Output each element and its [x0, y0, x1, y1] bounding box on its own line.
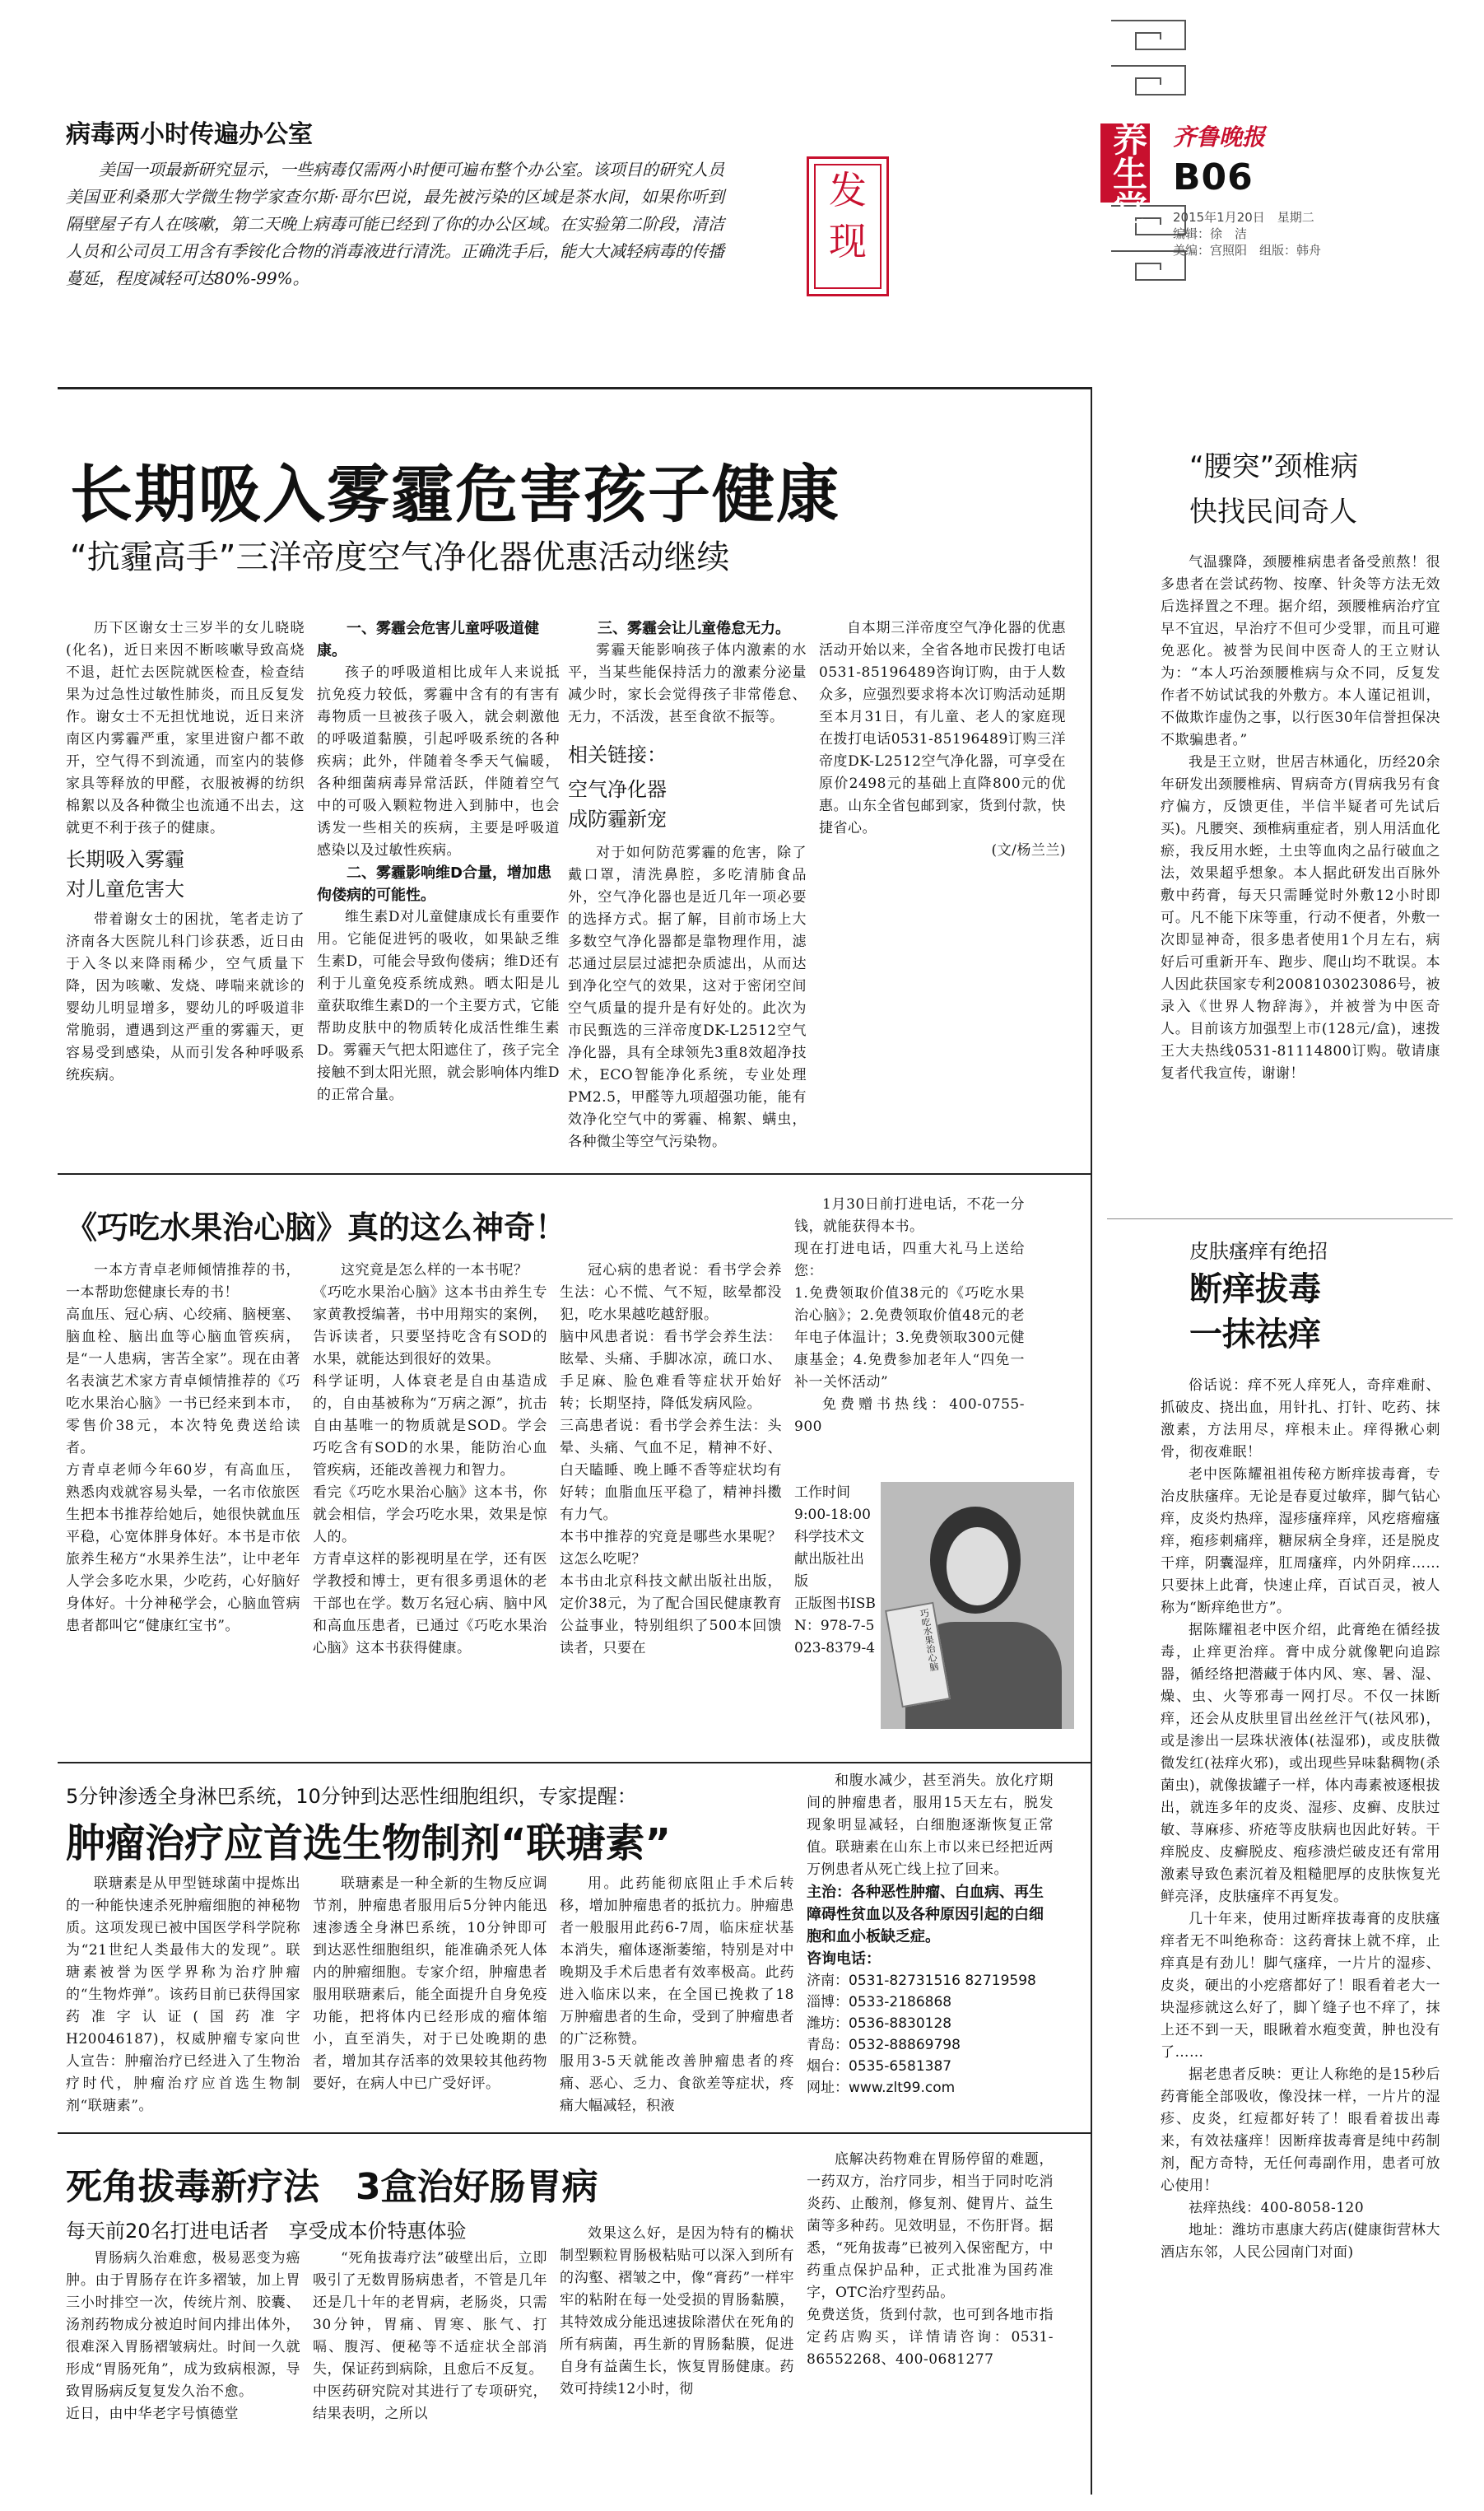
discover-body: 美国一项最新研究显示，一些病毒仅需两小时便可遍布整个办公室。该项目的研究人员美国亚利桑那大学微生物学家查尔斯·哥尔巴说，最先被污染的区域是茶水间，如果你听到隔壁屋子有人在咳嗽，第二天晚上病毒可能已经到了你的办公区域。在实验第二阶段，清洁人员和公司员工用含有季铵化合物的消毒液进行清洗。正确洗手后，能大大减轻病毒的传播蔓延，程度减轻可达80%-99%。	[66, 160, 724, 288]
gastro-paragraph: 胃肠病久治难愈，极易恶变为癌肿。由于胃肠存在许多褶皱，加上胃三小时排空一次，传统片剂、胶囊、汤剂药物成分被迫时间内排出体外，很难深入胃肠褶皱病灶。时间一久就形成“胃肠死角”，成为致病根源，导致胃肠病反复复发久治不愈。 近日，由中华老字号慎德堂	[66, 2250, 300, 2422]
itch-paragraph: 几十年来，使用过断痒拔毒膏的皮肤瘙痒者无不叫绝称奇：这药膏抹上就不痒，止痒真是有劲儿！脚气瘙痒，一片片的湿疹、皮炎，硬出的小疙瘩都好了！眼看着老大一块湿疹就这么好了，脚丫缝子也不痒了，抹上还不到一天，眼瞅着水疱变黄，肿也没有了……	[1161, 1911, 1440, 2061]
smog-paragraph: 带着谢女士的困扰，笔者走访了济南各大医院儿科门诊获悉，近日由于入冬以来降雨稀少，空气质量下降，因为咳嗽、发烧、哮喘来就诊的婴幼儿明显增多，婴幼儿的呼吸道非常脆弱，遭遇到这严重的雾霾天，更容易受到感染，从而引发各种呼吸系统疾病。	[66, 911, 305, 1083]
tumor-column-3	[560, 1873, 794, 2116]
tumor-column-1	[66, 1873, 300, 2116]
editor-credit: 编辑：徐 洁	[1173, 226, 1248, 241]
book-paragraph: 这究竟是怎么样的一本书呢？ 《巧吃水果治心脑》这本书由养生专家黄教授编著，书中用翔实的案例，告诉读者，只要坚持吃含有SOD的水果，就能达到很好的效果。 科学证明，人体衰老是自由基造成的，自由基被称为“万病之源”，抗击自由基唯一的物质就是SOD。学会巧吃含有SOD的水果，能防治心血管疾病，还能改善视力和智力。 看完《巧吃水果治心脑》这本书，你就会相信，学会巧吃水果，效果是惊人的。 方青卓这样的影视明星在学，还有医学教授和博士，更有很多勇退休的老干部也在学。数万名冠心病、脑中风和高血压患者，已通过《巧吃水果治心脑》这本书获得健康。	[313, 1262, 547, 1656]
smog-paragraph: 维生素D对儿童健康成长有重要作用。它能促进钙的吸收，如果缺乏维生素D，可能会导致佝偻病；维D还有利于儿童免疫系统成熟。晒太阳是儿童获取维生素D的一个主要方式，它能帮助皮肤中的物质转化成活性维生素D。雾霾天气把太阳遮住了，孩子完全接触不到太阳光照，就会影响体内维D的正常合量。	[317, 909, 560, 1103]
book-publisher: 科学技术文献出版社出版	[794, 1529, 864, 1590]
gastro-paragraph: 效果这么好，是因为特有的椭状制型颗粒胃肠极粘贴可以深入到所有的沟壑、褶皱之中，像“膏药”一样牢牢的粘附在每一处受损的胃肠黏膜，其特效成分能迅速拔除潜伏在死角的所有病菌，再生新的胃肠黏膜，促进自身有益菌生长，恢复胃肠健康。药效可持续12小时，彻	[560, 2225, 794, 2397]
itch-headline-line-1: 断痒拔毒	[1189, 1270, 1321, 1308]
discover-title: 病毒两小时传遍办公室	[66, 120, 313, 149]
gastro-subheadline: 每天前20名打进电话者 享受成本价特惠体验	[66, 2220, 467, 2243]
smog-column-2	[317, 617, 560, 1165]
itch-article	[1161, 1375, 1440, 2495]
tumor-phone-yantai: 烟台：0535-6581387	[807, 2058, 952, 2075]
itch-paragraph: 俗话说：痒不死人痒死人，奇痒难耐、抓破皮、挠出血，用针扎、打针、吃药、抹激素，方法用尽，痒根未止。痒得揪心刺骨，彻夜难眠！	[1161, 1377, 1440, 1460]
divider	[58, 387, 1091, 389]
neck-paragraph: 气温骤降，颈腰椎病患者备受煎熬！很多患者在尝试药物、按摩、针灸等方法无效后选择置之不理。据介绍，颈腰椎病治疗宜早不宜迟，早治疗不但可少受罪，而且可避免恶化。被誉为民间中医奇人的王立财认为：“本人巧治颈腰椎病与众不同，反复发作者不妨试试我的外敷方。本人谨记祖训，不做欺诈虚伪之事，以行医30年信誉担保决不欺骗患者。”	[1161, 554, 1440, 748]
issue-date: 2015年1月20日 星期二	[1173, 210, 1314, 225]
itch-address: 地址：潍坊市惠康大药店(健康街营林大酒店东邻，人民公园南门对面)	[1161, 2222, 1440, 2261]
neck-headline-line-1: “腰突”颈椎病	[1189, 450, 1359, 483]
divider	[58, 1762, 1091, 1763]
discover-badge-text: 发现	[829, 168, 867, 263]
author-photo	[881, 1482, 1074, 1729]
book-offer: 1月30日前打进电话，不花一分钱，就能获得本书。 现在打进电话，四重大礼马上送给您： 1.免费领取价值38元的《巧吃水果治心脑》；2.免费领取价值48元的老年电子体温计；3.免费领取300元健康基金；4.免费参加老年人“四免一补一关怀活动”	[794, 1196, 1025, 1391]
related-link-label: 相关链接：	[568, 743, 667, 766]
gastro-paragraph: “死角拔毒疗法”破壁出后，立即吸引了无数胃肠病患者，不管是几年还是几十年的老胃病，老肠炎，只需30分钟，胃痛、胃寒、胀气、打嗝、腹泻、便秘等不适症状全部消失，保证药到病除，且愈后不反复。 中医药研究院对其进行了专项研究，结果表明，之所以	[313, 2250, 547, 2422]
itch-kicker: 皮肤瘙痒有绝招	[1189, 1240, 1328, 1263]
section-title: 养生堂	[1108, 121, 1148, 225]
tumor-paragraph: 用。此药能彻底阻止手术后转移，增加肿瘤患者的抵抗力。肿瘤患者一般服用此药6-7周，临床症状基本消失，瘤体逐渐萎缩，特别是对中晚期及手术后患者有效率极高。此药进入临床以来，在全国已挽救了18万肿瘤患者的生命，受到了肿瘤患者的广泛称赞。 服用3-5天就能改善肿瘤患者的疼痛、恶心、乏力、食欲差等症状，疼痛大幅减轻，积液	[560, 1875, 794, 2114]
itch-paragraph: 据老患者反映：更让人称绝的是15秒后药膏能全部吸收，像没抹一样，一片片的湿疹、皮炎，红痘都好转了！眼看着拔出毒来，有效祛瘙痒！因断痒拔毒膏是纯中药制剂，配方奇特，无任何毒副作用，患者可放心使用！	[1161, 2066, 1440, 2194]
smog-column-3	[568, 617, 807, 1165]
tumor-contact-label: 咨询电话：	[807, 1950, 881, 1968]
book-paragraph: 一本方青卓老师倾情推荐的书，一本帮助您健康长寿的书！ 高血压、冠心病、心绞痛、脑梗塞、脑血栓、脑出血等心脑血管疾病，是“一人患病，害苦全家”。现在由著名表演艺术家方青卓倾情推荐的《巧吃水果治心脑》一书已经来到本市，零售价38元，本次特免费送给读者。 方青卓老师今年60岁，有高血压，熟悉肉戏就容易头晕，一名市依旅医生把本书推荐给她后，她很快就血压平稳，心宽体胖身体好。本书是市依旅养生秘方“水果养生法”，让中老年人学会多吃水果，少吃药，心好脑好身体好。十分神秘学会，心脑血管病患者都叫它“健康红宝书”。	[66, 1262, 300, 1634]
gastro-column-1	[66, 2248, 300, 2495]
book-info	[794, 1482, 877, 1721]
smog-paragraph: 孩子的呼吸道相比成年人来说抵抗免疫力较低，雾霾中含有的有害有毒物质一旦被孩子吸入，就会刺激他的呼吸道黏膜，引起呼吸系统的各种疾病；此外，伴随着冬季天气偏暖，各种细菌病毒异常活跃，伴随着空气中的可吸入颗粒物进入到肺中，也会诱发一些相关的疾病，主要是呼吸道感染以及过敏性疾病。	[317, 664, 560, 859]
tumor-paragraph: 联瑭素是一种全新的生物反应调节剂，肿瘤患者服用后5分钟内能迅速渗透全身淋巴系统，10分钟即可到达恶性细胞组织，能准确杀死人体内的肿瘤细胞。专家介绍，肿瘤患者服用联瑭素后，能全面提升自身免疫功能，把将体内已经形成的瘤体缩小，直至消失，对于已处晚期的患者，增加其存活率的效果较其他药物要好，在病人中已广受好评。	[313, 1875, 547, 2092]
smog-column-4	[819, 617, 1066, 1165]
newspaper-logo: 齐鲁晚报	[1173, 123, 1266, 151]
book-hotline: 免费赠书热线：400-0755-900	[794, 1396, 1025, 1435]
itch-headline-line-2: 一抹祛痒	[1189, 1316, 1321, 1353]
related-link-title-1: 空气净化器	[568, 778, 667, 801]
tumor-kicker: 5分钟渗透全身淋巴系统，10分钟到达恶性细胞组织，专家提醒：	[66, 1785, 637, 1808]
sidebar-divider	[1091, 387, 1092, 2495]
page-number: B06	[1173, 156, 1254, 198]
tumor-column-4	[807, 1770, 1054, 2116]
book-worktime: 工作时间9:00-18:00	[794, 1484, 871, 1523]
design-credit: 美编：宫照阳 组版：韩舟	[1173, 243, 1322, 258]
smog-paragraph: 雾霾天能影响孩子体内激素的水平，当某些能保持活力的激素分泌量减少时，家长会觉得孩子非常倦怠、无力，不活泼，甚至食欲不振等。	[568, 642, 807, 725]
tumor-paragraph: 联瑭素是从甲型链球菌中提炼出的一种能快速杀死肿瘤细胞的神秘物质。这项发现已被中国医学科学院称为“21世纪人类最伟大的发现”。联瑭素被誉为医学界称为治疗肿瘤的“生物炸弹”。该药目前已获得国家药准字认证(国药准字H20046187)，权威肿瘤专家向世人宣告：肿瘤治疗已经进入了生物治疗时代，肿瘤治疗应首选生物制剂“联瑭素”。	[66, 1875, 300, 2114]
divider	[1107, 1218, 1453, 1219]
smog-paragraph: 历下区谢女士三岁半的女儿晓晓(化名)，近日来因不断咳嗽导致高烧不退，赶忙去医院就医检查，检查结果为过急性过敏性肺炎，而且反复发作。谢女士不无担忧地说，近日来济南区内雾霾严重，家里进窗户都不敢开，空气得不到流通，而室内的装修家具等释放的甲醛，衣服被褥的纺织棉絮以及各种微尘也流通不出去，这就更不利于孩子的健康。	[66, 620, 305, 836]
book-isbn: 正版图书ISBN：978-7-5023-8379-4	[794, 1596, 876, 1656]
divider	[58, 2132, 1091, 2134]
smog-column-1	[66, 617, 305, 1165]
smog-paragraph: 对于如何防范雾霾的危害，除了戴口罩，清洗鼻腔，多吃清肺食品外，空气净化器也是近几年一项必要的选择方式。据了解，目前市场上大多数空气净化器都是靠物理作用，滤芯通过层层过滤把杂质滤出，从而达到净化空气的效果，这对于密闭空间空气质量的提升是有好处的。此次为市民甄选的三洋帝度DK-L2512空气净化器，具有全球领先3重8效超净技术，ECO智能净化系统，专业处理PM2.5，甲醛等九项超强功能，能有效净化空气中的雾霾、棉絮、螨虫，各种微尘等空气污染物。	[568, 845, 807, 1150]
book-cover: 巧吃水果治心脑	[885, 1602, 951, 1708]
gastro-column-4	[807, 2149, 1054, 2495]
book-column-3	[560, 1260, 782, 1754]
book-column-1	[66, 1260, 300, 1754]
smog-point-2: 二、雾霾影响维D合量，增加患佝偻病的可能性。	[317, 864, 551, 904]
neck-headline-line-2: 快找民间奇人	[1189, 496, 1357, 529]
tumor-phone-weifang: 潍坊：0536-8830128	[807, 2015, 952, 2032]
smog-paragraph: 自本期三洋帝度空气净化器的优惠活动开始以来，全省各地市民拨打电话0531-85196489咨询订购，由于人数众多，应强烈要求将本次订购活动延期至本月31日，有儿童、老人的家庭现在拨打电话0531-85196489订购三洋帝度DK-L2512空气净化器，可享受在原价2498元的基础上直降800元的优惠。山东全省包邮到家，货到付款，快捷省心。	[819, 620, 1066, 836]
book-headline: 《巧吃水果治心脑》真的这么神奇！	[66, 1209, 567, 1246]
smog-headline: 长期吸入雾霾危害孩子健康	[70, 458, 840, 531]
tumor-column-2	[313, 1873, 547, 2116]
gastro-paragraph: 底解决药物难在胃肠停留的难题，一药双方，治疗同步，相当于同时吃消炎药、止酸剂，修复剂、健胃片、益生菌等多种药。见效明显，不伤肝肾。据悉，“死角拔毒”已被列入保密配方，中药重点保护品种，正式批准为国药准字，OTC治疗型药品。 免费送货，货到付款，也可到各地市指定药店购买，详情请咨询：0531-86552268、400-0681277	[807, 2151, 1054, 2368]
book-column-4	[794, 1194, 1025, 1482]
itch-paragraph: 老中医陈耀祖祖传秘方断痒拔毒膏，专治皮肤瘙痒。无论是春夏过敏痒，脚气钻心痒，皮炎灼热痒，湿疹瘙痒痒，风疙瘩瘤瘙痒，疱疹刺痛痒，糖尿病全身痒，还是脱皮干痒，阴囊湿痒，肛周瘙痒，内外阴痒……只要抹上此膏，快速止痒，百试百灵，被人称为“断痒绝世方”。	[1161, 1466, 1440, 1616]
itch-paragraph: 据陈耀祖老中医介绍，此膏绝在循经拔毒，止痒更治痒。膏中成分就像靶向追踪器，循经络把潜藏于体内风、寒、暑、湿、燥、虫、火等邪毒一网打尽。不仅一抹断痒，还会从皮肤里冒出丝丝汗气(祛风邪)，或是渗出一层珠状液体(祛湿邪)，或皮肤微微发红(祛痒火邪)，或出现些异味黏稠物(杀菌虫)，就像拔罐子一样，体内毒素被逐根拔出，就连多年的皮炎、湿疹、皮癣、皮肤过敏、荨麻疹、疥疮等皮肤病也因此好转。干痒脱皮、皮癣脱皮、疱疹溃烂破皮还有常用激素导致色素沉着及粗糙肥厚的皮肤恢复光鲜亮泽，皮肤瘙痒不再复发。	[1161, 1622, 1440, 1905]
tumor-phone-qingdao: 青岛：0532-88869798	[807, 2037, 961, 2053]
smog-byline: (文/杨兰兰)	[991, 842, 1066, 859]
divider	[58, 1173, 1091, 1175]
smog-subheadline: “抗霾高手”三洋帝度空气净化器优惠活动继续	[70, 538, 730, 576]
tumor-headline: 肿瘤治疗应首选生物制剂“联瑭素”	[66, 1820, 672, 1866]
tumor-paragraph: 和腹水减少，甚至消失。放化疗期间的肿瘤患者，服用15天左右，脱发现象明显减轻，白细胞逐渐恢复正常值。联瑭素在山东上市以来已经把近两万例患者从死亡线上拉了回来。	[807, 1773, 1054, 1878]
tumor-website: 网址：www.zlt99.com	[807, 2080, 956, 2096]
tumor-indications: 主治：各种恶性肿瘤、白血病、再生障碍性贫血以及各种原因引起的白细胞和血小板缺乏症。	[807, 1884, 1044, 1945]
gastro-column-2	[313, 2248, 547, 2495]
gastro-column-3	[560, 2223, 794, 2495]
neck-article	[1161, 552, 1440, 1210]
tumor-phone-zibo: 淄博：0533-2186868	[807, 1994, 952, 2010]
smog-subheading: 长期吸入雾霾 对儿童危害大	[66, 848, 184, 901]
itch-hotline: 祛痒热线：400-8058-120	[1189, 2200, 1365, 2216]
book-paragraph: 冠心病的患者说：看书学会养生法：心不慌、气不短，眩晕都没犯，吃水果越吃越舒服。 脑中风患者说：看书学会养生法：眩晕、头痛、手脚冰凉，疏口水、手足麻、脸色难看等症状开始好转；长期坚持，降低发病风险。 三高患者说：看书学会养生法：头晕、头痛、气血不足，精神不好、白天瞌睡、晚上睡不香等症状均有好转；血脂血压平稳了，精神抖擞有力气。 本书中推荐的究竟是哪些水果呢？这怎么吃呢？ 本书由北京科技文献出版社出版，定价38元，为了配合国民健康教育公益事业，特别组织了500本回馈读者，只要在	[560, 1262, 782, 1656]
neck-paragraph: 我是王立财，世居吉林通化，历经20余年研发出颈腰椎病、胃病奇方(胃病我另有食疗偏方，反馈更佳，半信半疑者可先试后买)。凡腰突、颈椎病重症者，别人用活血化瘀，我反用水蛭，土虫等血肉之品行破血之法，效果超乎想象。本人据此研发出百脉外敷中药膏，每天只需睡觉时外敷12小时即可。凡不能下床等重，行动不便者，外敷一次即显神奇，很多患者使用1个月左右，病好后可重新开车、跑步、爬山均不耽误。本人因此获国家专利2008103023086号，被录入《世界人物辞海》，并被誉为中医奇人。目前该方加强型上市(128元/盒)，速拨王大夫热线0531-81114800订购。敬请康复者代我宣传，谢谢！	[1161, 754, 1440, 1082]
related-link-title-2: 成防霾新宠	[568, 808, 667, 831]
gastro-headline: 死角拔毒新疗法 3盒治好肠胃病	[66, 2166, 598, 2208]
tumor-phone-jinan: 济南：0531-82731516 82719598	[807, 1973, 1036, 1989]
smog-point-3: 三、雾霾会让儿童倦怠无力。	[598, 620, 790, 637]
book-column-2	[313, 1260, 547, 1754]
smog-point-1: 一、雾霾会危害儿童呼吸道健康。	[317, 620, 539, 659]
